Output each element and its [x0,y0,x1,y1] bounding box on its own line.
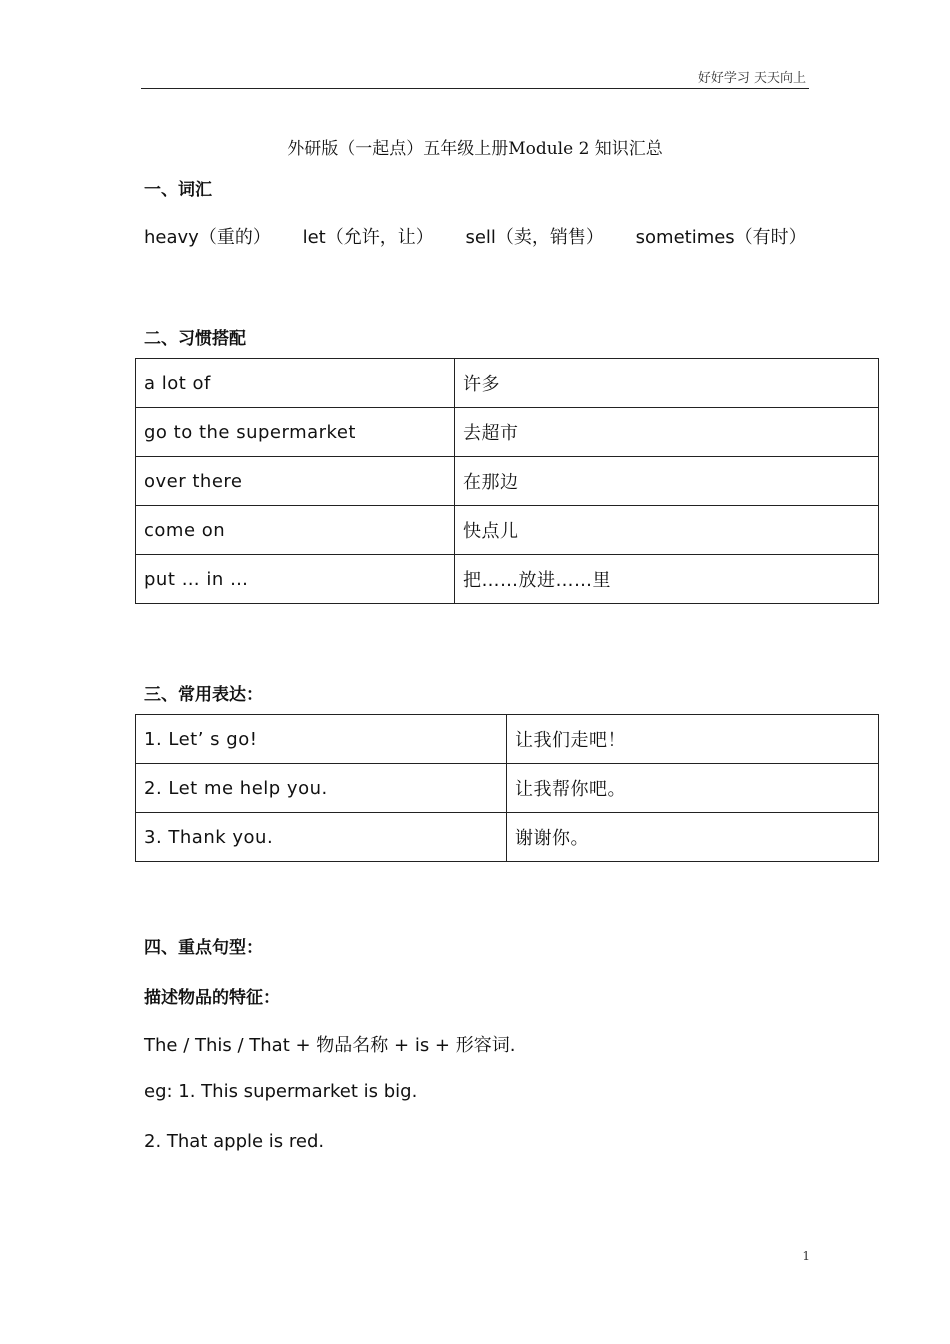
expression-cell: 2. Let me help you. [136,764,507,813]
table-row [136,715,879,764]
meaning-cell: 许多 [455,359,879,408]
translation-cell: 让我帮你吧。 [507,764,879,813]
vocab-word: sell（卖，销售） [465,227,604,248]
example-sentence: eg: 1. This supermarket is big. [144,1081,418,1102]
section-heading-expressions: 三、常用表达： [144,685,263,705]
translation-cell: 谢谢你。 [507,813,879,862]
table-row [136,457,879,506]
page-number: 1 [802,1249,810,1263]
phrase-cell: over there [136,457,455,506]
meaning-cell: 去超市 [455,408,879,457]
example-sentence: 2. That apple is red. [144,1131,325,1152]
table-row [136,764,879,813]
table-row [136,555,879,604]
section-heading-collocations: 二、习惯搭配 [144,329,246,349]
vocab-word: let（允许，让） [302,227,434,248]
vocabulary-line [144,223,833,249]
meaning-cell: 快点儿 [455,506,879,555]
phrase-cell: go to the supermarket [136,408,455,457]
phrase-cell: put … in … [136,555,455,604]
document-title: 外研版（一起点）五年级上册Module 2 知识汇总 [287,139,663,159]
table-row [136,813,879,862]
vocab-word: sometimes（有时） [635,227,807,248]
table-row [136,408,879,457]
meaning-cell: 在那边 [455,457,879,506]
phrase-cell: come on [136,506,455,555]
vocab-word: heavy（重的） [144,227,271,248]
section-heading-key-sentences: 四、重点句型： [144,938,263,958]
expression-cell: 3. Thank you. [136,813,507,862]
header-divider [141,88,809,89]
sentence-pattern: The / This / That + 物品名称 + is + 形容词. [144,1035,516,1056]
translation-cell: 让我们走吧！ [507,715,879,764]
meaning-cell: 把……放进……里 [455,555,879,604]
collocations-table [135,358,879,604]
section-heading-vocabulary: 一、词汇 [144,180,212,200]
expression-cell: 1. Let’ s go! [136,715,507,764]
page-header: 好好学习 天天向上 [697,71,806,86]
table-row [136,506,879,555]
expressions-table [135,714,879,862]
table-row [136,359,879,408]
phrase-cell: a lot of [136,359,455,408]
subheading-describe-features: 描述物品的特征： [144,988,280,1008]
